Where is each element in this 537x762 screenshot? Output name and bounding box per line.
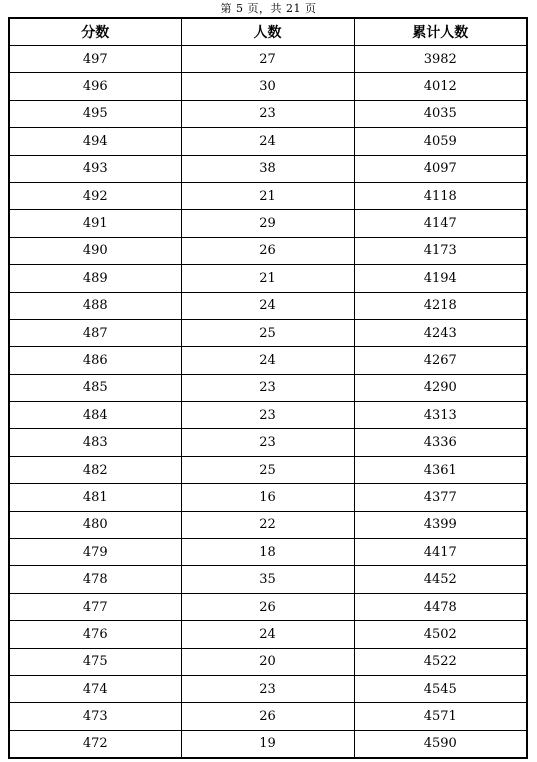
cell-cumulative: 4417 [354, 539, 527, 566]
cell-score: 479 [9, 539, 181, 566]
cell-score: 484 [9, 402, 181, 429]
table-row [9, 730, 527, 758]
table-row [9, 100, 527, 127]
table-row [9, 210, 527, 237]
table-row [9, 374, 527, 401]
table-row [9, 484, 527, 511]
table-row [9, 265, 527, 292]
cell-score: 482 [9, 456, 181, 483]
table-body [9, 46, 527, 759]
cell-score: 488 [9, 292, 181, 319]
cell-count: 38 [181, 155, 354, 182]
cell-count: 21 [181, 265, 354, 292]
cell-score: 493 [9, 155, 181, 182]
cell-score: 491 [9, 210, 181, 237]
table-row [9, 675, 527, 702]
cell-count: 24 [181, 292, 354, 319]
page-header: 第 5 页，共 21 页 [220, 2, 317, 15]
cell-cumulative: 4173 [354, 237, 527, 264]
table-row [9, 539, 527, 566]
cell-count: 30 [181, 73, 354, 100]
cell-count: 27 [181, 46, 354, 73]
cell-cumulative: 4336 [354, 429, 527, 456]
score-table [8, 17, 528, 759]
cell-count: 19 [181, 730, 354, 758]
table-row [9, 402, 527, 429]
cell-score: 495 [9, 100, 181, 127]
cell-cumulative: 4012 [354, 73, 527, 100]
cell-cumulative: 4522 [354, 648, 527, 675]
cell-cumulative: 4313 [354, 402, 527, 429]
cell-cumulative: 4218 [354, 292, 527, 319]
cell-cumulative: 3982 [354, 46, 527, 73]
cell-cumulative: 4377 [354, 484, 527, 511]
cell-cumulative: 4267 [354, 347, 527, 374]
header-score: 分数 [9, 18, 181, 46]
cell-score: 474 [9, 675, 181, 702]
table-row [9, 46, 527, 73]
cell-cumulative: 4097 [354, 155, 527, 182]
cell-count: 26 [181, 237, 354, 264]
table-row [9, 319, 527, 346]
cell-count: 25 [181, 319, 354, 346]
cell-cumulative: 4194 [354, 265, 527, 292]
cell-cumulative: 4545 [354, 675, 527, 702]
cell-cumulative: 4452 [354, 566, 527, 593]
cell-count: 24 [181, 621, 354, 648]
cell-count: 23 [181, 402, 354, 429]
cell-score: 492 [9, 182, 181, 209]
cell-score: 490 [9, 237, 181, 264]
cell-count: 24 [181, 128, 354, 155]
cell-score: 472 [9, 730, 181, 758]
cell-cumulative: 4590 [354, 730, 527, 758]
table-row [9, 237, 527, 264]
cell-count: 16 [181, 484, 354, 511]
cell-count: 22 [181, 511, 354, 538]
cell-score: 497 [9, 46, 181, 73]
cell-cumulative: 4361 [354, 456, 527, 483]
table-row [9, 566, 527, 593]
cell-score: 476 [9, 621, 181, 648]
cell-score: 487 [9, 319, 181, 346]
cell-score: 478 [9, 566, 181, 593]
header-count: 人数 [181, 18, 354, 46]
cell-score: 485 [9, 374, 181, 401]
cell-cumulative: 4290 [354, 374, 527, 401]
table-row [9, 128, 527, 155]
cell-count: 29 [181, 210, 354, 237]
table-row [9, 292, 527, 319]
cell-score: 489 [9, 265, 181, 292]
cell-score: 477 [9, 593, 181, 620]
table-row [9, 511, 527, 538]
header-cumulative: 累计人数 [354, 18, 527, 46]
cell-cumulative: 4035 [354, 100, 527, 127]
cell-score: 496 [9, 73, 181, 100]
cell-count: 21 [181, 182, 354, 209]
cell-score: 483 [9, 429, 181, 456]
table-row [9, 155, 527, 182]
cell-cumulative: 4399 [354, 511, 527, 538]
cell-count: 23 [181, 374, 354, 401]
table-row [9, 182, 527, 209]
cell-cumulative: 4147 [354, 210, 527, 237]
cell-count: 35 [181, 566, 354, 593]
table-row [9, 347, 527, 374]
table-row [9, 703, 527, 730]
cell-score: 486 [9, 347, 181, 374]
cell-count: 23 [181, 100, 354, 127]
cell-count: 18 [181, 539, 354, 566]
table-row [9, 593, 527, 620]
table-row [9, 621, 527, 648]
cell-count: 23 [181, 429, 354, 456]
cell-cumulative: 4571 [354, 703, 527, 730]
cell-score: 473 [9, 703, 181, 730]
cell-count: 24 [181, 347, 354, 374]
cell-count: 26 [181, 703, 354, 730]
cell-cumulative: 4243 [354, 319, 527, 346]
cell-score: 494 [9, 128, 181, 155]
table-row [9, 429, 527, 456]
cell-cumulative: 4059 [354, 128, 527, 155]
cell-cumulative: 4118 [354, 182, 527, 209]
cell-count: 26 [181, 593, 354, 620]
cell-count: 23 [181, 675, 354, 702]
cell-score: 481 [9, 484, 181, 511]
cell-score: 475 [9, 648, 181, 675]
cell-score: 480 [9, 511, 181, 538]
cell-count: 20 [181, 648, 354, 675]
table-row [9, 456, 527, 483]
table-header-row [9, 18, 527, 46]
table-row [9, 648, 527, 675]
cell-cumulative: 4478 [354, 593, 527, 620]
cell-cumulative: 4502 [354, 621, 527, 648]
cell-count: 25 [181, 456, 354, 483]
table-row [9, 73, 527, 100]
